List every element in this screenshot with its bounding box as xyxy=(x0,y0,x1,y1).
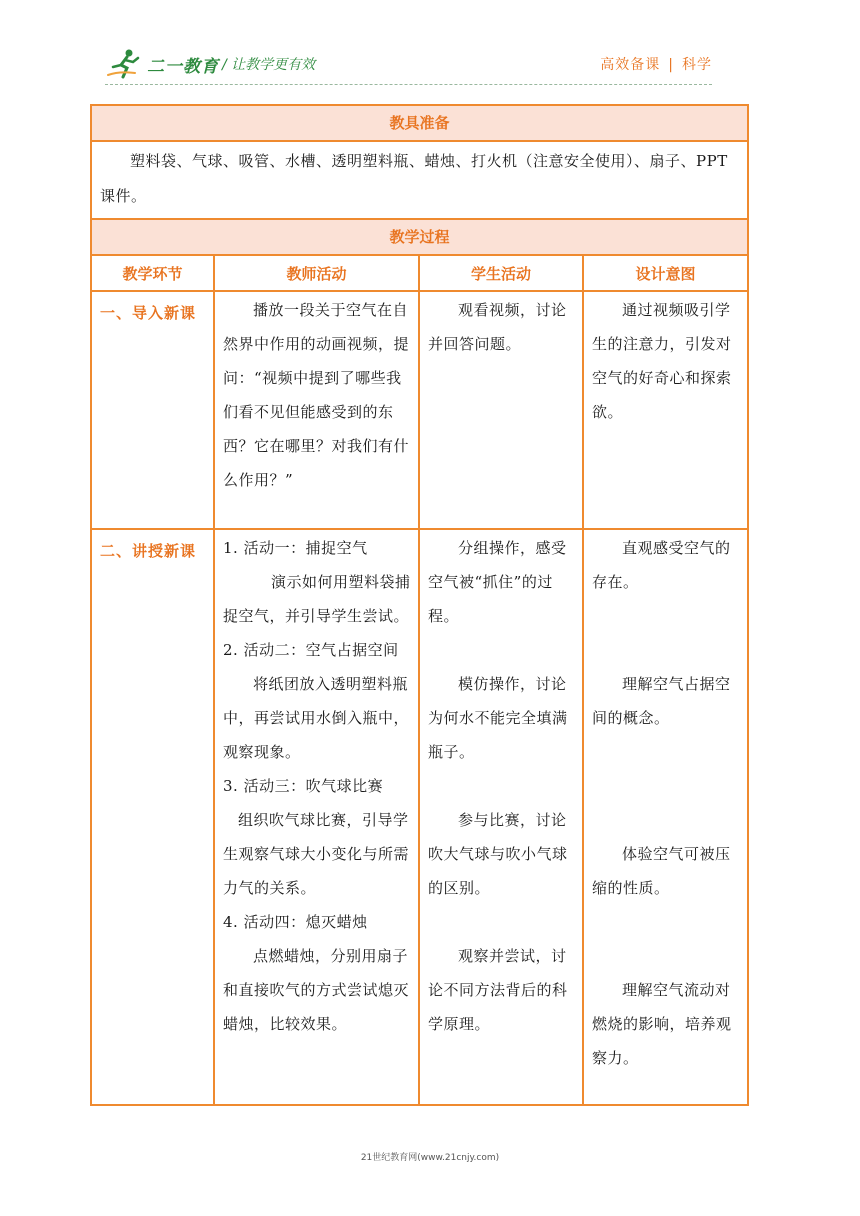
teacher-text: 将纸团放入透明塑料瓶中，再尝试用水倒入瓶中，观察现象。 xyxy=(223,675,410,761)
stage-intro: 一、导入新课 xyxy=(91,291,214,529)
header-right xyxy=(600,54,712,74)
activity-title: 3. 活动三：吹气球比赛 xyxy=(223,777,384,795)
teacher-text: 演示如何用塑料袋捕捉空气，并引导学生尝试。 xyxy=(223,573,411,625)
lesson-plan-table xyxy=(90,104,749,1106)
intent-text: 理解空气流动对燃烧的影响，培养观察力。 xyxy=(592,981,732,1067)
materials-text: 塑料袋、气球、吸管、水槽、透明塑料瓶、蜡烛、打火机（注意安全使用）、扇子、PPT 课件。 xyxy=(91,141,748,219)
table-row xyxy=(91,529,748,1105)
page-footer: 21世纪教育网(www.21cnjy.com) xyxy=(360,1153,500,1163)
student-text: 观察并尝试，讨论不同方法背后的科学原理。 xyxy=(428,947,568,1033)
header-separator: | xyxy=(668,57,674,73)
teacher-text: 点燃蜡烛，分别用扇子和直接吹气的方式尝试熄灭蜡烛，比较效果。 xyxy=(223,947,410,1033)
col-head-stage: 教学环节 xyxy=(91,255,214,291)
spacer xyxy=(428,769,576,803)
teacher-text: 播放一段关于空气在自然界中作用的动画视频，提问：“视频中提到了哪些我们看不见但能感受到的东西？它在哪里？对我们有什么作用？” xyxy=(223,301,410,489)
intent-text: 理解空气占据空间的概念。 xyxy=(592,675,731,727)
student-activity xyxy=(419,291,583,529)
stage-new-lesson: 二、讲授新课 xyxy=(91,529,214,1105)
header-subject: 科学 xyxy=(682,57,712,73)
header-category: 高效备课 xyxy=(600,57,661,73)
header-slogan: / 让教学更有效 xyxy=(222,57,316,73)
header-divider xyxy=(105,84,712,85)
student-text: 分组操作，感受空气被“抓住”的过程。 xyxy=(428,539,567,625)
student-activity xyxy=(419,529,583,1105)
student-text: 模仿操作，讨论为何水不能完全填满瓶子。 xyxy=(428,675,568,761)
student-text: 观看视频，讨论并回答问题。 xyxy=(428,301,567,353)
logo xyxy=(105,46,219,82)
teacher-text: 组织吹气球比赛，引导学生观察气球大小变化与所需力气的关系。 xyxy=(223,811,410,897)
logo-text: 二一教育 xyxy=(147,56,219,77)
student-text: 参与比赛，讨论吹大气球与吹小气球的区别。 xyxy=(428,811,568,897)
activity-title: 1. 活动一：捕捉空气 xyxy=(223,539,368,557)
activity-title: 2. 活动二：空气占据空间 xyxy=(223,641,399,659)
col-head-teacher: 教师活动 xyxy=(214,255,419,291)
runner-logo-icon xyxy=(105,48,145,80)
design-intent xyxy=(583,529,748,1105)
page-header xyxy=(0,0,860,90)
activity-title: 4. 活动四：熄灭蜡烛 xyxy=(223,913,368,931)
intent-text: 直观感受空气的存在。 xyxy=(592,539,731,591)
materials-title: 教具准备 xyxy=(91,105,748,141)
process-title: 教学过程 xyxy=(91,219,748,255)
spacer xyxy=(592,905,741,973)
design-intent xyxy=(583,291,748,529)
teacher-activity xyxy=(214,529,419,1105)
spacer xyxy=(592,599,741,667)
col-head-student: 学生活动 xyxy=(419,255,583,291)
spacer xyxy=(592,735,741,837)
column-header-row xyxy=(91,255,748,291)
intent-text: 通过视频吸引学生的注意力，引发对空气的好奇心和探索欲。 xyxy=(592,301,732,421)
col-head-intent: 设计意图 xyxy=(583,255,748,291)
table-row xyxy=(91,291,748,529)
spacer xyxy=(428,633,576,667)
teacher-activity xyxy=(214,291,419,529)
intent-text: 体验空气可被压缩的性质。 xyxy=(592,845,731,897)
spacer xyxy=(428,905,576,939)
